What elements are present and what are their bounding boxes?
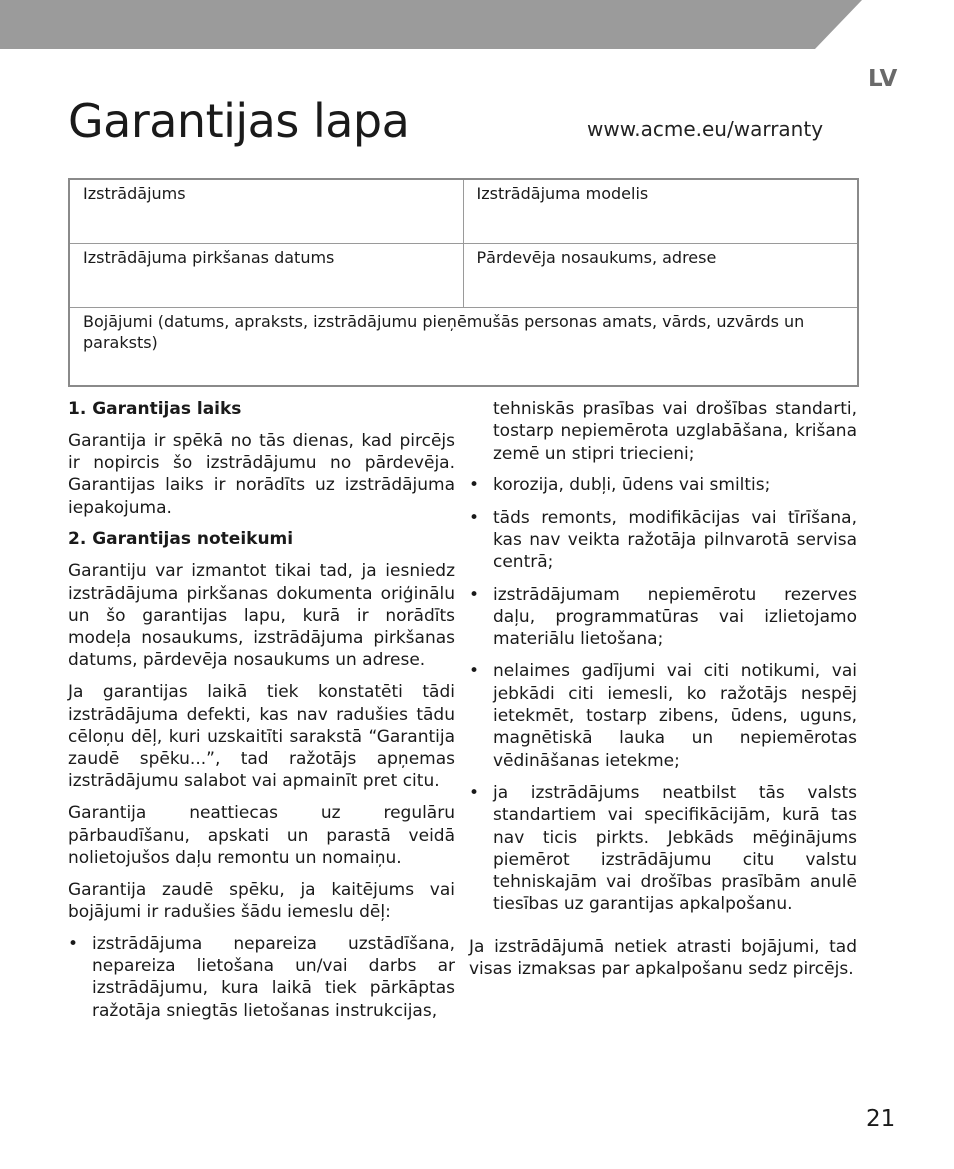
- warranty-form-table: [68, 178, 859, 387]
- list-item-text: ja izstrādājums neatbilst tās valsts standartiem vai specifikācijām, kurā tas nav ticis pirkts. Jebkāds mēģinājums piemērot izstrādājumu citu valstu tehniskajām vai drošības prasībām anulē tiesības uz garantijas apkalpošanu.: [493, 782, 857, 915]
- damages-label: Bojājumi (datums, apraksts, izstrādājumu pieņēmušās personas amats, vārds, uzvārds un paraksts): [83, 312, 805, 352]
- bullet-icon: •: [469, 782, 480, 803]
- exclusions-list: [68, 933, 455, 1022]
- paragraph: Garantiju var izmantot tikai tad, ja iesniedz izstrādājuma pirkšanas dokumenta oriģinālu un šo garantijas lapu, kurā ir norādīts modeļa nosaukums, izstrādājuma pirkšanas datums, pārdevēja nosaukums un adrese.: [68, 561, 455, 671]
- product-label: Izstrādājums: [83, 184, 186, 203]
- bullet-icon: •: [469, 507, 480, 528]
- model-field[interactable]: [463, 179, 858, 244]
- list-item: [469, 507, 857, 574]
- header-bar: [0, 0, 954, 49]
- seller-field[interactable]: [463, 244, 858, 308]
- list-item-continuation: tehniskās prasības vai drošības standarti, tostarp nepiemērota uzglabāšana, krišana zemē un stipri triecieni;: [493, 399, 857, 464]
- bullet-icon: •: [68, 933, 79, 954]
- seller-label: Pārdevēja nosaukums, adrese: [476, 248, 717, 267]
- section-heading-warranty-period: 1. Garantijas laiks: [68, 399, 242, 419]
- model-label: Izstrādājuma modelis: [476, 184, 649, 203]
- list-item: [469, 474, 857, 496]
- product-field[interactable]: [69, 179, 463, 244]
- left-column: [68, 398, 455, 1032]
- list-item-text: korozija, dubļi, ūdens vai smiltis;: [493, 475, 771, 496]
- damages-field[interactable]: [69, 308, 858, 387]
- paragraph: Ja garantijas laikā tiek konstatēti tādi izstrādājuma defekti, kas nav radušies tādu cēloņu dēļ, kuri uzskaitīti sarakstā “Garantija zaudē spēku...”, tad ražotājs apņemas izstrādājumu salabot vai apmainīt pret citu.: [68, 682, 455, 792]
- bullet-icon: •: [469, 584, 480, 605]
- warranty-url: www.acme.eu/warranty: [587, 117, 824, 141]
- list-item: [469, 660, 857, 771]
- list-item: [68, 933, 455, 1022]
- list-item: [469, 584, 857, 651]
- bullet-icon: •: [469, 475, 480, 496]
- list-item: [469, 782, 857, 916]
- page-title: Garantijas lapa: [68, 94, 410, 148]
- bullet-icon: •: [469, 661, 480, 682]
- paragraph: Ja izstrādājumā netiek atrasti bojājumi, tad visas izmaksas par apkalpošanu sedz pircējs.: [469, 936, 857, 980]
- purchase-date-label: Izstrādājuma pirkšanas datums: [83, 248, 335, 267]
- exclusions-list-continued: [469, 474, 857, 915]
- paragraph: Garantija neattiecas uz regulāru pārbaudīšanu, apskati un parastā veidā nolietojušos daļu remontu un nomaiņu.: [68, 803, 455, 868]
- language-code: LV: [868, 66, 898, 92]
- purchase-date-field[interactable]: [69, 244, 463, 308]
- list-item-text: izstrādājuma nepareiza uzstādīšana, nepareiza lietošana un/vai darbs ar izstrādājumu, kura laikā tiek pārkāptas ražotāja sniegtās lietošanas instrukcijas,: [92, 933, 455, 1021]
- list-item-text: tāds remonts, modifikācijas vai tīrīšana, kas nav veikta ražotāja pilnvarotā servisa centrā;: [493, 507, 857, 573]
- section-heading-warranty-terms: 2. Garantijas noteikumi: [68, 529, 294, 550]
- right-column: [469, 398, 857, 990]
- list-item-text: izstrādājumam nepiemērotu rezerves daļu, programmatūras vai izlietojamo materiālu lietošana;: [493, 584, 857, 650]
- paragraph: Garantija zaudē spēku, ja kaitējums vai bojājumi ir radušies šādu iemeslu dēļ:: [68, 879, 455, 922]
- paragraph: Garantija ir spēkā no tās dienas, kad pircējs ir nopircis šo izstrādājumu no pārdevēja. Garantijas laiks ir norādīts uz izstrādājuma iepakojuma.: [68, 430, 455, 518]
- list-item-text: nelaimes gadījumi vai citi notikumi, vai jebkādi citi iemesli, ko ražotājs nespēj ietekmēt, tostarp zibens, ūdens, uguns, magnētiskā lauka un nepiemērotas vēdināšanas ietekme;: [493, 661, 857, 771]
- page-number: 21: [866, 1106, 896, 1132]
